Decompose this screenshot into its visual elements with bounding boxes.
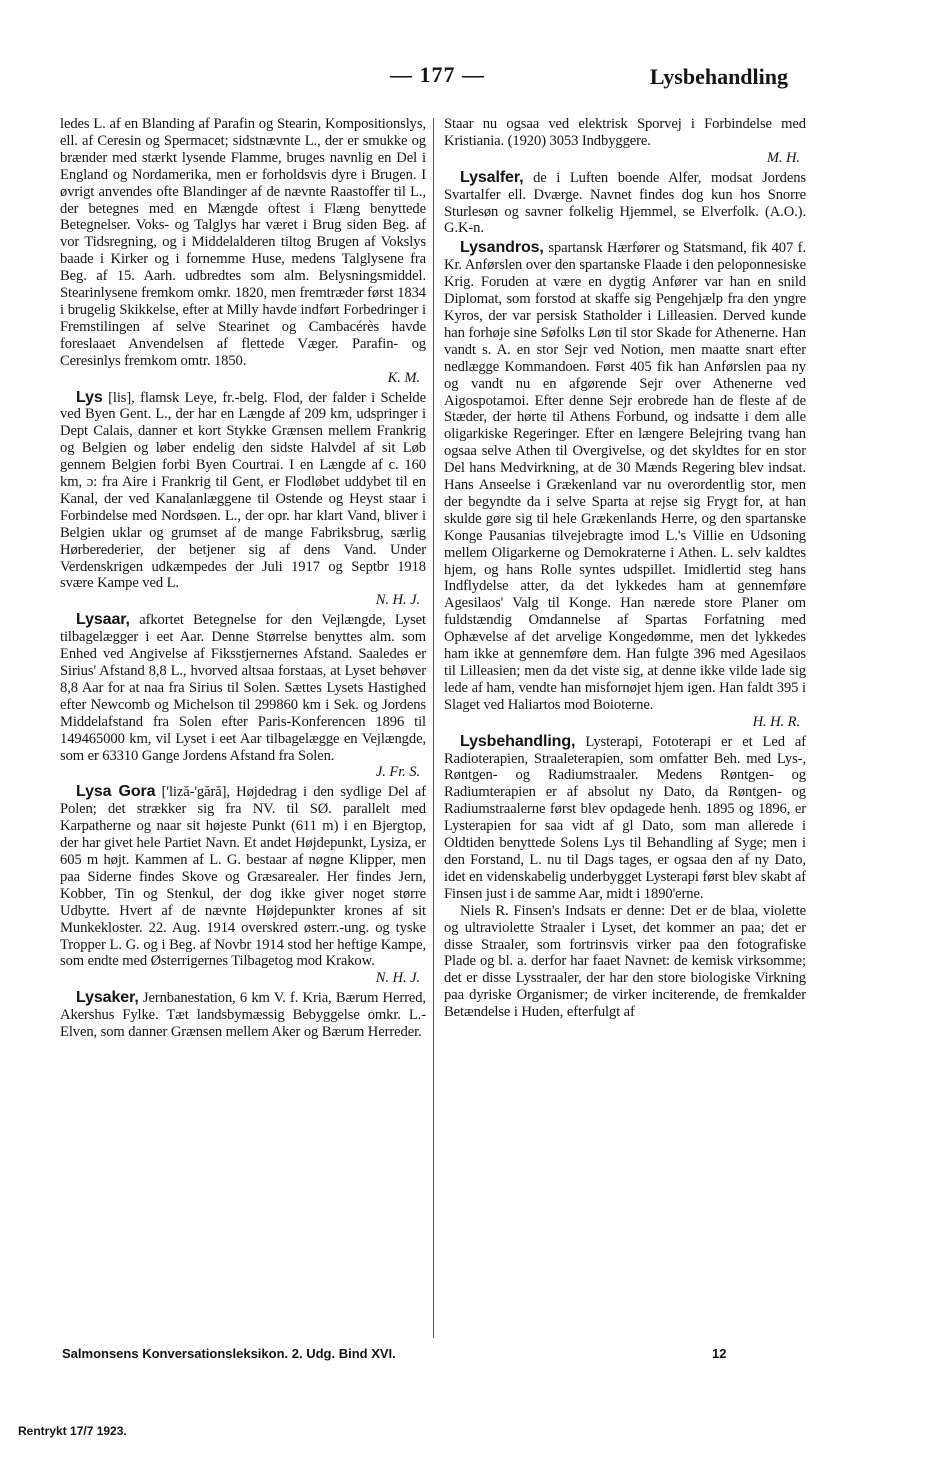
page-header: [60, 58, 788, 94]
headword: Lysbehandling,: [460, 732, 576, 750]
entry-lysalfer: [444, 170, 806, 238]
entry-text: ledes L. af en Blanding af Parafin og Stearin, Kompositionslys, ell. af Ceresin og Spermacet; sidstnævnte L., der er smukke og brænder med stærkt lysende Flamme, bruges navnlig en Del i England og Nordamerika, men er forholdsvis dyre i Brugen. I øvrigt anvendes ofte Blandinger af de nævnte Raastoffer til L., der betegnes med en Mængde oftest i Flæng benyttede Betegnelser. Voks- og Talglys har været i Brug siden Beg. af vor Tidsregning, og i Middelalderen tiltog Brugen af Vokslys baade i Kirker og i fornemme Huse, medens Talglysene fra Beg. af 15. Aarh. udbredtes som alm. Belysningsmiddel. Stearinlysene fremkom omkr. 1820, men fremtræder først 1834 i brugelig Skikkelse, efter at Milly havde indført Forbedringer i Fremstilingen af selve Stearinet og Cambacérès havde foreslaaet Anvendelsen af flettede Væger. Parafin- og Ceresinlys fremkom omtr. 1850.: [60, 116, 426, 369]
entry-text: de i Luften boende Alfer, modsat Jordens Svartalfer ell. Dværge. Navnet findes dog kun hos Snorre Sturlesøn og savner folkelig Hjemmel, se Elverfolk. (A.O.). G.K-n.: [444, 169, 806, 237]
entry-signature: J. Fr. S.: [375, 764, 420, 781]
reprint-note: Rentrykt 17/7 1923.: [18, 1424, 127, 1438]
entry-text: Lysterapi, Fototerapi er et Led af Radioterapien, Straaleterapien, som omfatter Beh. med Lys-, Røntgen- og Radiumstraaler. Medens Røntgen- og Radiumterapien er af absolut ny Dato, da Røntgen- og Radiumstraalerne først blev opdagede henh. 1895 og 1896, er Lysterapien for saa vidt af gl Dato, som man allerede i Oldtiden benyttede Solens Lys til Behandling af Syge; men i den Forstand, L. nu til Dags tages, er ogsaa den af ny Dato, idet en videnskabelig underbygget Lysterapi først blev skabt af Finsen just i de samme Aar, midt i 1890'erne.: [444, 733, 806, 902]
column-divider: [433, 118, 434, 1338]
entry-signature: H. H. R.: [752, 713, 800, 730]
entry-lysa-gora: [60, 784, 426, 987]
entry-text: afkortet Betegnelse for den Vejlængde, Lyset tilbagelægger i eet Aar. Denne Størrelse benyttes alm. som Enhed ved Angivelse af Fiksstjernernes Afstand. Saaledes er Sirius' Afstand 8,8 L., hvorved altsaa forstaas, at Lyset behøver 8,8 Aar for at naa fra Sirius til Solen. Sættes Lysets Hastighed efter Newcomb og Michelson til 299860 km i Sek. og Jordens Middelafstand fra Solen efter Paris-Konferencen 1896 til 149465000 km, vil Lyset i eet Aar tilbagelægge en Vejlængde, som er 63310 Gange Jordens Afstand fra Solen.: [60, 612, 426, 764]
right-column: [444, 116, 806, 1024]
footer-signature-mark: 12: [712, 1346, 727, 1361]
entry-lysaar: [60, 612, 426, 781]
left-column: [60, 116, 426, 1044]
entry-text: ['liză-'gără], Højdedrag i den sydlige Del af Polen; det strækker sig fra NV. til SØ. parallelt med Karpatherne og naar sit højeste Punkt (611 m) i en Bjergtop, der har givet hele Partiet Navn. Et andet Højdepunkt, Lysiza, er 605 m højt. Kammen af L. G. bestaar af nøgne Klipper, men paa Siderne findes Skove og Græsarealer. Her findes Jern, Kobber, Tin og Stenkul, der dog ikke giver noget større Udbytte. Hvert af de nævnte Højdepunkter kronеs af sit Munkekloster. 22. Aug. 1914 overskred østerr.-ung. og tyske Tropper L. G. og i Beg. af Novbr 1914 stod her heftige Kampe, som endte med Østerrigernes Tilbagetog mod Krakow.: [60, 784, 426, 970]
entry-text: Jernbanestation, 6 km V. f. Kria, Bærum Herred, Akershus Fylke. Tæt landsbymæssig Bebyggelse omkr. L.-Elven, som danner Grænsen mellem Aker og Bærum Herreder.: [60, 990, 426, 1041]
entry-lysbehandling: [444, 734, 806, 1021]
entry-lysaker: [60, 990, 426, 1041]
headword: Lysandros,: [460, 239, 544, 257]
entry-signature: N. H. J.: [375, 592, 420, 609]
headword: Lysaar,: [76, 611, 130, 629]
entry-paragraph: Niels R. Finsen's Indsats er denne: Det er de blaa, violette og ultraviolette Straaler i Lyset, det kommer an paa; det er disse Straaler, som fortrinsvis virker paa den fotografiske Plade og bl. a. derfor har faaet Navnet: de kemisk virksomme; det er disse Lysstraaler, der har den store biologiske Virkning paa dyriske Organismer; de virker inciterende, de fremkalder Betændelse i Huden, efterfulgt af: [444, 902, 806, 1021]
page-number: — 177 —: [390, 62, 485, 87]
running-head: Lysbehandling: [649, 64, 788, 89]
entry-lys: [60, 390, 426, 610]
entry-signature: N. H. J.: [375, 970, 420, 987]
entry-text: spartansk Hærfører og Statsmand, fik 407 f. Kr. Anførslen over den spartanske Flaade i den peloponnesiske Krig. Foruden at være en dygtig Anfører var han en snild Diplomat, som forstod at skaffe sig Pengehjælp fra den yngre Kyros, der var persisk Statholder i Lilleasien. Derved kunde han forhøje sine Søfolks Løn til stor Skade for Athenerne. Han vandt s. A. en stor Sejr ved Notion, men maatte snart efter nedlægge Kommandoen. Først 405 fik han Anførslen paa ny og vandt nu en afgørende Sejr over Athenerne ved Aigospotamoi. Efter denne Sejr erobrede han de fleste af de Stæder, der hørte til Athens Forbund, og indsatte i dem alle oligarkiske Regeringer. Efter en længere Belejring tvang han ogsaa selve Athen til Overgivelse, og det skyldtes for en stor Del hans Medvirkning, at de 30 Mænds Regering blev indsat. Hans Anseelse i Grækenland var nu overordentlig stor, men der begyndte da i selve Sparta at rejse sig Frygt for, at han skulde gøre sig til hele Grækenlands Herre, og den spartanske Konge Pausanias tilvejebragte imod L.'s Villie en Udsoning mellem Oligarkerne og Demokraterne i Athen. L. selv kaldtes hjem, og hans Rolle syntes udspillet. Imidlertid steg hans Indflydelse atter, da det lykkedes ham at gennemføre Agesilaos' Valg til Konge. Han nærede store Planer om fuldstændig Omdannelse af Spartas Forfatning med Ophævelse af det arvelige Kongedømme, men det lykkedes ham ikke at gennemføre dem. Han fulgte 396 med Agesilaos til Lilleasien; men da det viste sig, at denne ikke vilde lade sig lede af ham, vendte han misfornøjet hjem igen. Han faldt 395 i Slaget ved Haliartos mod Boioterne.: [444, 240, 806, 713]
entry-text: [lis], flamsk Leye, fr.-belg. Flod, der falder i Schelde ved Byen Gent. L., der har en Længde af 209 km, udspringer i Dept Calais, danner et kort Stykke Grænsen mellem Frankrig og Belgien og løber endelig den sidste Halvdel af sit Løb gennem Belgien forbi Byen Courtrai. I en Længde af c. 160 km, ɔ: fra Aire i Frankrig til Gent, er Flodløbet uddybet til en Kanal, der ved Kanalanlæggene til Ostende og Heyst staar i Forbindelse med Nordsøen. L., der opr. har klart Vand, bliver i Belgien uklar og grumset af de mange Fabriksbrug, særlig Hørberederier, der betjener sig af dens Vand. Under Verdenskrigen udkæmpedes der Juli 1917 og Septbr 1918 svære Kampe ved L.: [60, 389, 426, 592]
entry-continuation-left: [60, 116, 426, 387]
entry-signature: M. H.: [766, 149, 800, 166]
entry-lysandros: [444, 240, 806, 730]
entry-signature: K. M.: [387, 369, 420, 386]
headword: Lys: [76, 388, 103, 406]
entry-text: Staar nu ogsaa ved elektrisk Sporvej i Forbindelse med Kristiania. (1920) 3053 Indbyggere.: [444, 116, 806, 149]
headword: Lysa Gora: [76, 783, 156, 801]
headword: Lysalfer,: [460, 168, 524, 186]
entry-continuation-right: [444, 116, 806, 167]
footer-publication: Salmonsens Konversationsleksikon. 2. Udg. Bind XVI.: [62, 1346, 396, 1361]
headword: Lysaker,: [76, 989, 139, 1007]
